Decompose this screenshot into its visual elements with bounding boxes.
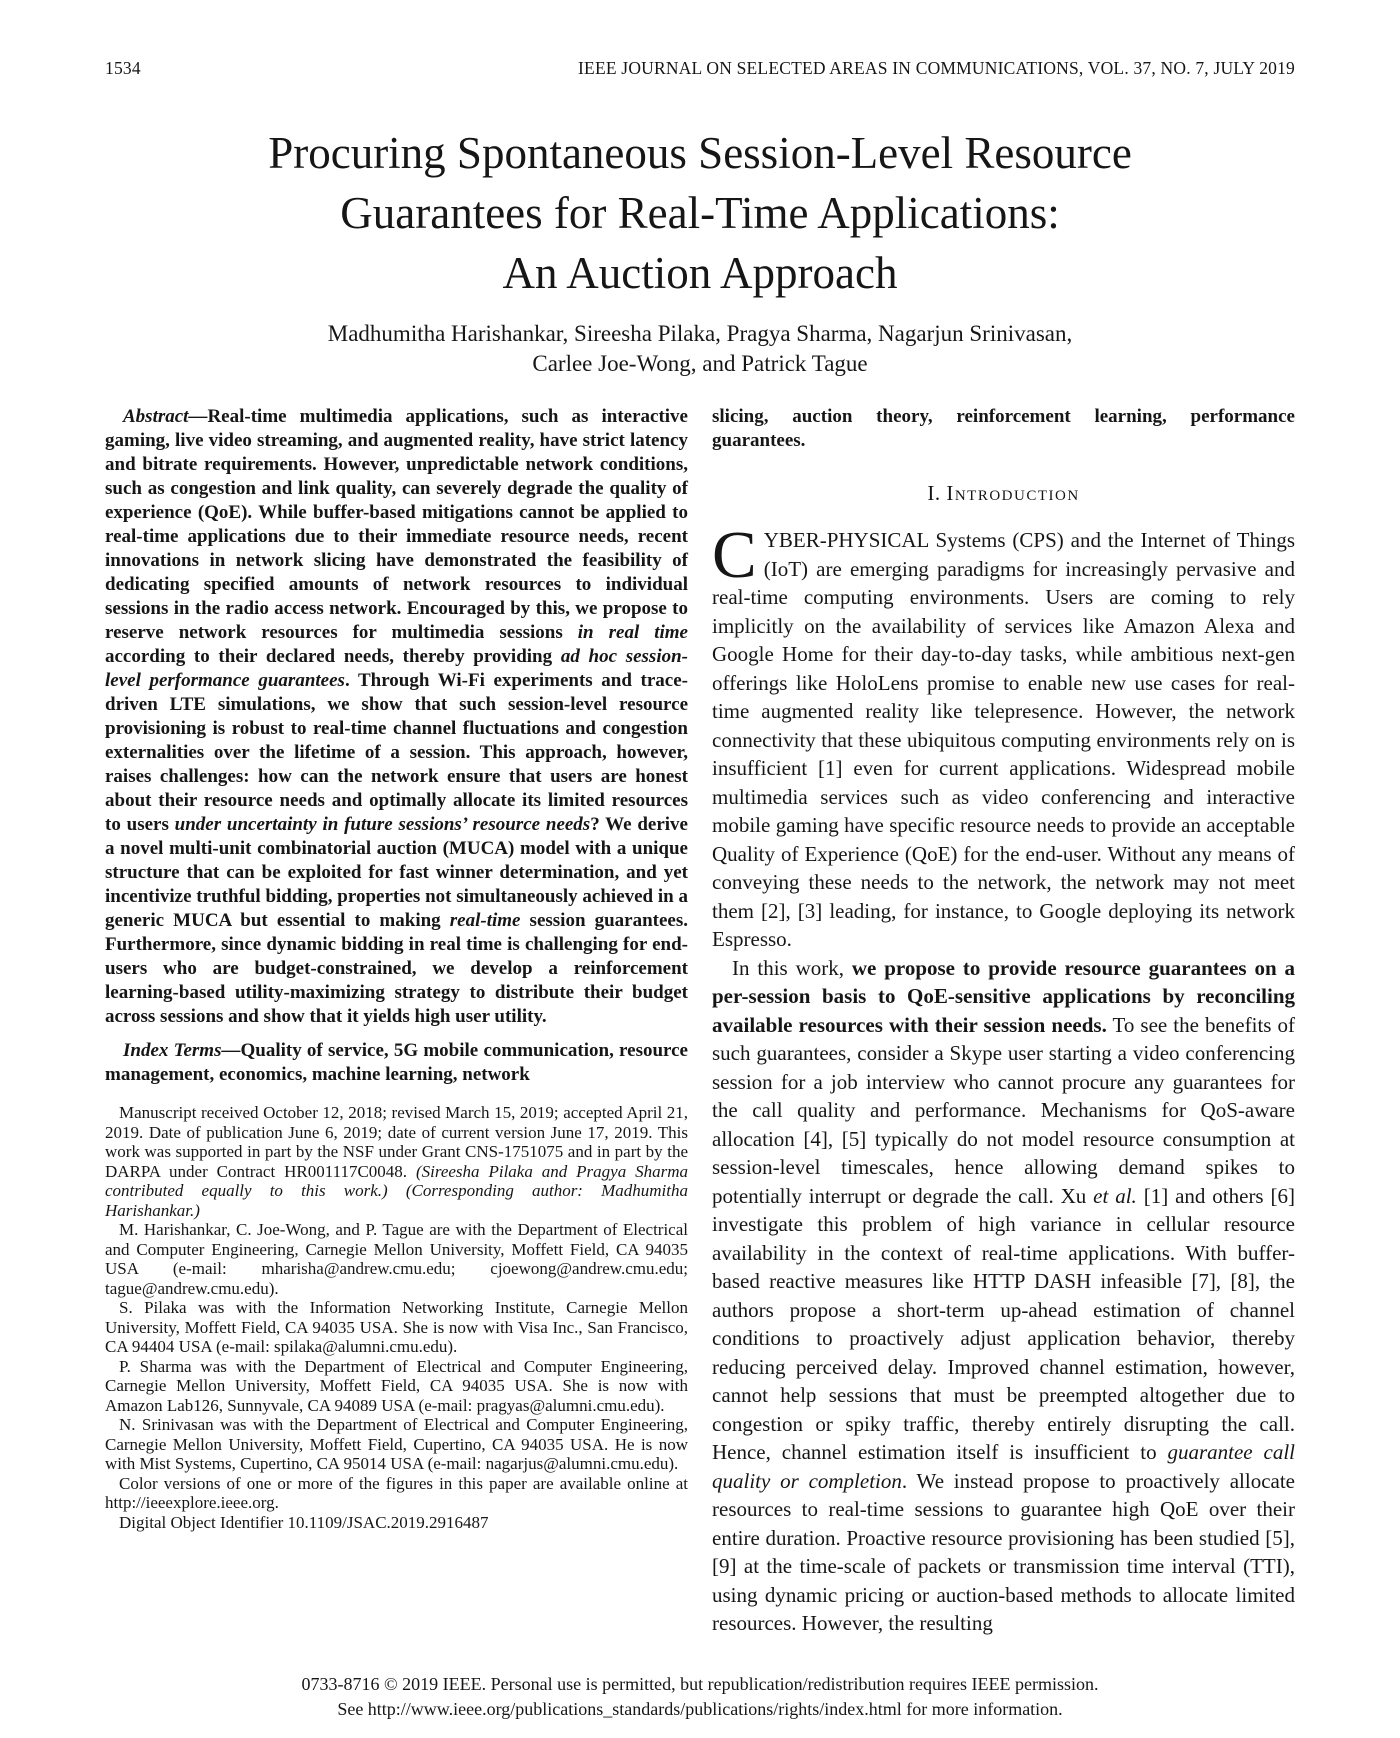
paper-title-line-1: Procuring Spontaneous Session-Level Resource: [268, 128, 1132, 178]
rights-url-line: See http://www.ieee.org/publications_standards/publications/rights/index.html for more information.: [337, 1699, 1063, 1719]
footnote-affiliation-srinivasan: N. Srinivasan was with the Department of Electrical and Computer Engineering, Carnegie Mellon University, Moffett Field, Cupertino, CA 94035 USA. He is now with Mist Systems, Cupertino, CA 95014 USA (e-mail: nagarjus@alumni.cmu.edu).: [105, 1415, 688, 1473]
footnote-doi: Digital Object Identifier 10.1109/JSAC.2019.2916487: [119, 1512, 489, 1532]
intro-p2-text: In this work,: [732, 955, 852, 980]
footnote-affiliation-sharma: P. Sharma was with the Department of Electrical and Computer Engineering, Carnegie Mellon University, Moffett Field, CA 94035 USA. She is now with Amazon Lab126, Sunnyvale, CA 94089 USA (e-mail: pragyas@alumni.cmu.edu).: [105, 1356, 688, 1415]
author-list-line-1: Madhumitha Harishankar, Sireesha Pilaka, Pragya Sharma, Nagarjun Srinivasan,: [327, 321, 1073, 346]
footnote-affiliation-harishankar: M. Harishankar, C. Joe-Wong, and P. Tague are with the Department of Electrical and Computer Engineering, Carnegie Mellon University, Moffett Field, CA 94035 USA (e-mail: mharisha@andrew.cmu.edu; cjoewong@andrew.cmu.edu; tague@andrew.cmu.edu).: [105, 1220, 688, 1298]
two-column-body: [105, 405, 1295, 1638]
right-column: [712, 405, 1295, 1638]
footnote-contribution-note: (Sireesha Pilaka and Pragya Sharma contributed equally to this work.) (Corresponding author: Madhumitha Harishankar.): [105, 1161, 689, 1220]
intro-p2-text: [1] and others [6] investigate this problem of high variance in cellular resource availability in the context of real-time applications. With buffer-based reactive measures like HTTP DASH infeasible [7], [8], the authors propose a short-term up-ahead estimation of channel conditions to proactively adjust application behavior, thereby reducing perceived delay. Improved channel estimation, however, cannot help sessions that must be preempted altogether due to congestion or spiky traffic, thereby entirely disrupting the call. Hence, channel estimation itself is insufficient to: [712, 1183, 1295, 1464]
abstract-italic-phrase: ad hoc session-level performance guarantees: [105, 646, 688, 691]
index-terms-label: Index Terms—: [123, 1040, 241, 1061]
index-terms-text: Quality of service, 5G mobile communication, resource management, economics, machine learning, network: [105, 1040, 688, 1085]
intro-p2-text: . We instead propose to proactively allocate resources to real-time sessions to guarantee high QoE over their entire duration. Proactive resource provisioning has been studied [5], [9] at the time-scale of packets or transmission time interval (TTI), using dynamic pricing or auction-based methods to allocate limited resources. However, the resulting: [712, 1468, 1295, 1635]
index-terms-paragraph: [105, 1039, 688, 1087]
intro-p2-italic-phrase: guarantee call quality or completion: [712, 1440, 1295, 1493]
footnote-manuscript-text: Manuscript received October 12, 2018; revised March 15, 2019; accepted April 21, 2019. Date of publication June 6, 2019; date of current version June 17, 2019. This work was supported in part by the NSF under Grant CNS-1751075 and in part by the DARPA under Contract HR001117C0048.: [105, 1103, 688, 1181]
index-terms-continuation: slicing, auction theory, reinforcement learning, performance guarantees.: [712, 406, 1295, 451]
abstract-italic-phrase: under uncertainty in future sessions’ resource needs: [174, 814, 591, 835]
abstract-paragraph: [105, 405, 688, 1029]
abstract-label: Abstract—: [123, 406, 208, 427]
paper-title: [105, 123, 1295, 303]
section-heading-introduction: [712, 481, 1295, 506]
journal-title: IEEE JOURNAL ON SELECTED AREAS IN COMMUNICATIONS, VOL. 37, NO. 7, JULY 2019: [578, 58, 1295, 78]
footnote-manuscript: [105, 1103, 688, 1220]
intro-paragraph-2: [712, 954, 1295, 1638]
intro-p2-etal: et al.: [1093, 1183, 1137, 1208]
paper-title-line-2: Guarantees for Real-Time Applications:: [340, 188, 1060, 238]
author-list-line-2: Carlee Joe-Wong, and Patrick Tague: [532, 351, 868, 376]
abstract-italic-phrase: real-time: [449, 910, 521, 931]
intro-paragraph-1: [712, 518, 1295, 954]
copyright-footer: [0, 1672, 1400, 1722]
abstract-italic-phrase: in real time: [577, 622, 688, 643]
intro-p1-text: Systems (CPS) and the Internet of Things (IoT) are emerging paradigms for increasingly pervasive and real-time computing environments. Users are coming to rely implicitly on the availability of services like Amazon Alexa and Google Home for their day-to-day tasks, while ambitious next-gen offerings like HoloLens promise to enable new use cases for real-time augmented reality like telepresence. However, the network connectivity that these ubiquitous computing environments rely on is insufficient [1] even for current applications. Widespread mobile multimedia services such as video conferencing and interactive mobile gaming have specific resource needs to provide an acceptable Quality of Experience (QoE) for the end-user. Without any means of conveying these needs to the network, the network may not meet them [2], [3] leading, for instance, to Google deploying its network Espresso.: [712, 528, 1295, 951]
intro-p2-bold-claim: we propose to provide resource guarantees on a per-session basis to QoE-sensitive applications by reconciling available resources with their session needs.: [712, 955, 1295, 1037]
section-title: Introduction: [946, 481, 1080, 505]
paper-title-line-3: An Auction Approach: [502, 248, 898, 298]
section-number: I.: [927, 481, 941, 505]
first-page-footnotes: [105, 1103, 688, 1532]
footnote-color-versions: Color versions of one or more of the figures in this paper are available online at http://ieeexplore.ieee.org.: [105, 1473, 688, 1512]
abstract-text: Real-time multimedia applications, such as interactive gaming, live video streaming, and augmented reality, have strict latency and bitrate requirements. However, unpredictable network conditions, such as congestion and link quality, can severely degrade the quality of experience (QoE). While buffer-based mitigations cannot be applied to real-time applications due to their immediate resource needs, recent innovations in network slicing have demonstrated the feasibility of dedicating specified amounts of network resources to individual sessions in the radio access network. Encouraged by this, we propose to reserve network resources for multimedia sessions: [105, 406, 688, 643]
footnote-affiliation-pilaka: S. Pilaka was with the Information Networking Institute, Carnegie Mellon University, Moffett Field, CA 94035 USA. She is now with Visa Inc., San Francisco, CA 94404 USA (e-mail: spilaka@alumni.cmu.edu).: [105, 1298, 688, 1356]
page-number: 1534: [105, 58, 141, 78]
author-list: [105, 319, 1295, 379]
copyright-line: 0733-8716 © 2019 IEEE. Personal use is permitted, but republication/redistribution requires IEEE permission.: [301, 1674, 1099, 1694]
running-header: [105, 58, 1295, 79]
drop-cap: C: [712, 518, 757, 592]
abstract-text: . Through Wi-Fi experiments and trace-driven LTE simulations, we show that such session-level resource provisioning is robust to real-time channel fluctuations and congestion externalities over the lifetime of a session. This approach, however, raises challenges: how can the network ensure that users are honest about their resource needs and optimally allocate its limited resources to users: [105, 670, 688, 835]
abstract-text: session guarantees. Furthermore, since dynamic bidding in real time is challenging for end-users who are budget-constrained, we develop a reinforcement learning-based utility-maximizing strategy to distribute their budget across sessions and show that it yields high user utility.: [105, 910, 688, 1027]
intro-p1-firstword: YBER-PHYSICAL: [763, 528, 929, 552]
intro-p2-text: To see the benefits of such guarantees, consider a Skype user starting a video conferencing session for a job interview who cannot procure any guarantees for the call quality and performance. Mechanisms for QoS-aware allocation [4], [5] typically do not model resource consumption at session-level timescales, hence allowing demand spikes to potentially interrupt or degrade the call. Xu: [712, 1012, 1296, 1208]
left-column: [105, 405, 688, 1638]
abstract-text: ? We derive a novel multi-unit combinatorial auction (MUCA) model with a unique structure that can be exploited for fast winner determination, and yet incentivize truthful bidding, properties not simultaneously achieved in a generic MUCA but essential to making: [105, 814, 688, 931]
abstract-text: according to their declared needs, thereby providing: [105, 646, 561, 667]
